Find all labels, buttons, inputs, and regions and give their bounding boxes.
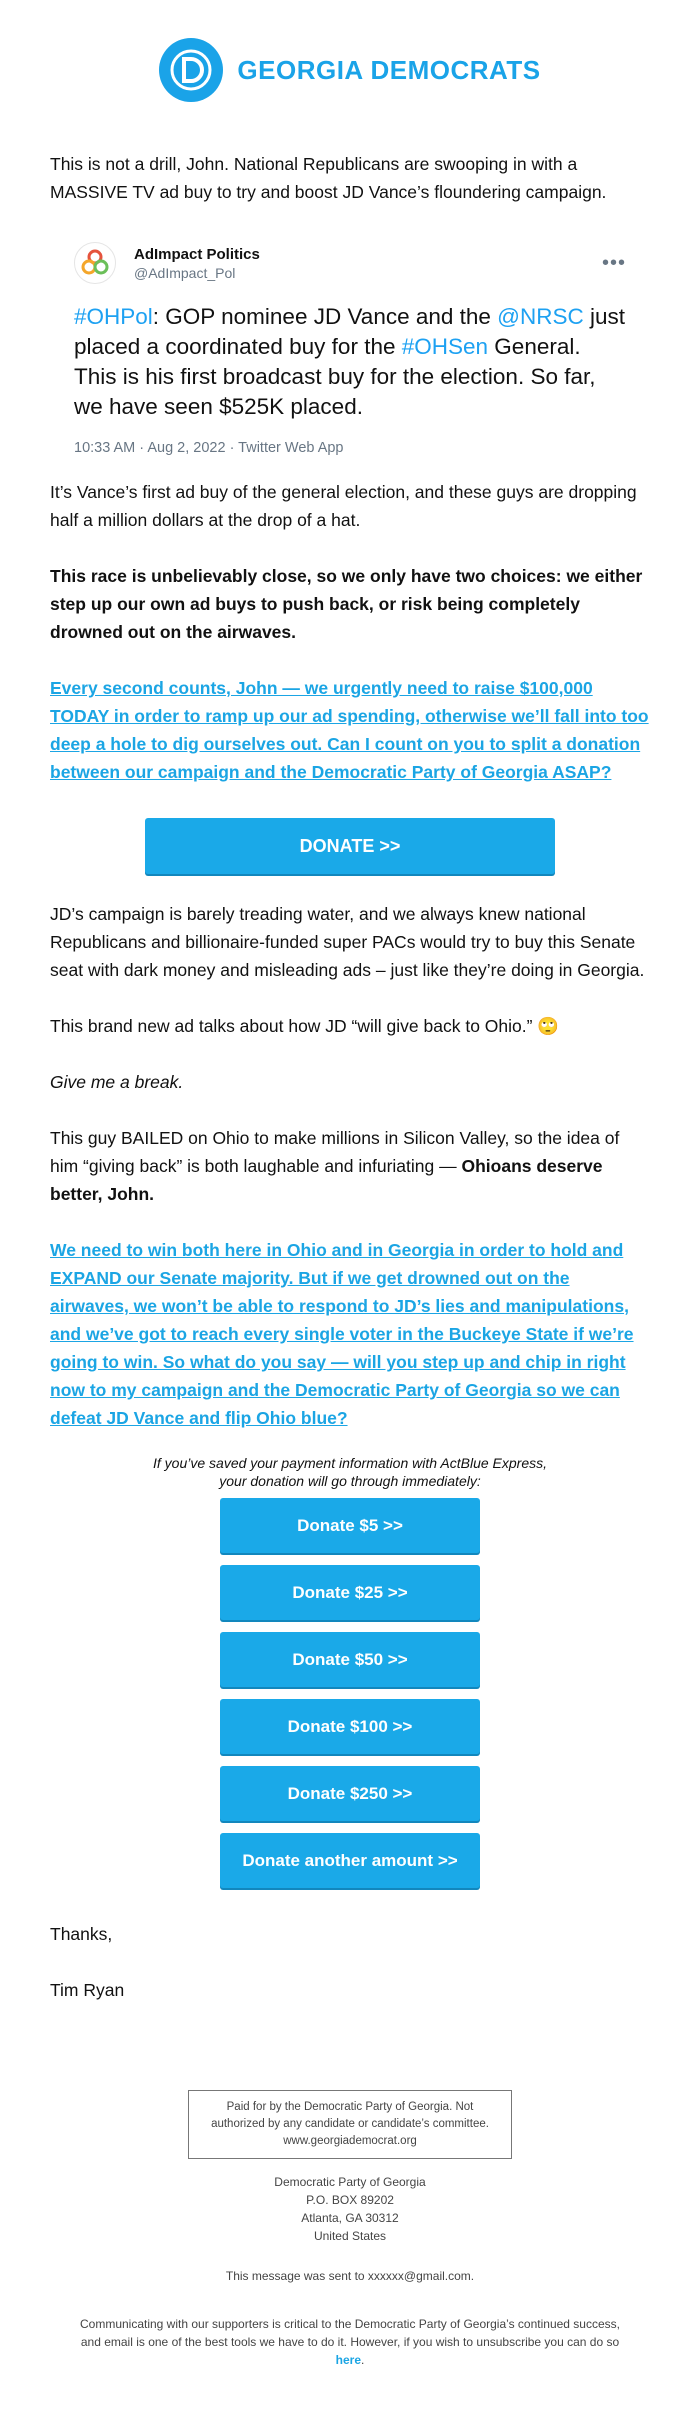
embedded-tweet[interactable] [64,236,636,456]
tweet-author-handle[interactable]: @AdImpact_Pol [134,264,236,281]
unsubscribe-notice [70,2315,630,2369]
address-line: P.O. BOX 89202 [306,2193,394,2207]
donate-25-button[interactable]: Donate $25 >> [220,1565,480,1620]
tweet-text-part: General. This is his first broadcast buy for the election. So far, we have seen $525K placed. [74,334,596,419]
paragraph-bailed-text: This guy BAILED on Ohio to make millions in Silicon Valley, so the idea of him “giving back” is both laughable and infuriating — [50,1128,620,1176]
hashtag-ohsen[interactable]: #OHSen [401,334,489,359]
paragraph-bailed-bold: Ohioans deserve better, John. [50,1156,603,1204]
paragraph-new-ad-text: This brand new ad talks about how JD “will give back to Ohio.” [50,1016,533,1036]
signature: Tim Ryan [50,1980,125,2000]
donate-other-amount-button[interactable]: Donate another amount >> [220,1833,480,1888]
donation-appeal-link-1[interactable]: Every second counts, John — we urgently need to raise $100,000 TODAY in order to ramp up our ad spending, otherwise we’ll fall into too deep a hole to dig ourselves out. Can I count on you to split a donation between our campaign and the Democratic Party of Georgia ASAP? [50,678,649,782]
paragraph-race-close: This race is unbelievably close, so we only have two choices: we either step up our own ad buys to push back, or risk being completely drowned out on the airwaves. [50,566,643,642]
democrats-logo-icon[interactable] [159,38,223,102]
actblue-express-note [50,1454,650,1490]
hashtag-ohpol[interactable]: #OHPol [74,304,153,329]
mention-nrsc[interactable]: @NRSC [497,304,584,329]
donate-button[interactable]: DONATE >> [145,818,555,874]
eye-roll-emoji-icon: 🙄 [537,1016,560,1036]
brand-name[interactable]: GEORGIA DEMOCRATS [237,54,541,85]
donation-amount-list [50,1498,650,1888]
tweet-text-part: : GOP nominee JD Vance and the [152,304,498,329]
address-line: Atlanta, GA 30312 [301,2211,399,2225]
header [0,0,700,140]
donate-button-wrap [50,818,650,874]
unsubscribe-link[interactable]: here [335,2353,361,2367]
adimpact-avatar-icon[interactable] [74,242,116,284]
footer-address [0,2173,700,2245]
donate-100-button[interactable]: Donate $100 >> [220,1699,480,1754]
donation-appeal-link-2[interactable]: We need to win both here in Ohio and in Georgia in order to hold and EXPAND our Senate majority. But if we get drowned out on the airwaves, we won’t be able to respond to JD’s lies and manipulations, and we’ve got to reach every single voter in the Buckeye State if we’re going to win. So what do you say — will you step up and chip in right now to my campaign and the Democratic Party of Georgia so we can defeat JD Vance and flip Ohio blue? [50,1240,634,1428]
tweet-author-name[interactable]: AdImpact Politics [134,245,260,263]
unsubscribe-text: Communicating with our supporters is critical to the Democratic Party of Georgia’s continued success, and email is one of the best tools we have to do it. However, if you wish to unsubscribe you can do so [79,2317,620,2349]
actblue-note-line-2: your donation will go through immediately: [219,1473,481,1489]
signoff: Thanks, [50,1924,113,1944]
tweet-text [74,302,626,422]
tweet-timestamp[interactable]: 10:33 AM · Aug 2, 2022 · Twitter Web App [74,440,344,456]
donate-50-button[interactable]: Donate $50 >> [220,1632,480,1687]
unsubscribe-end: . [361,2353,365,2367]
donate-250-button[interactable]: Donate $250 >> [220,1766,480,1821]
actblue-note-line-1: If you’ve saved your payment information with ActBlue Express, [153,1455,547,1471]
paid-for-by-disclaimer: Paid for by the Democratic Party of Georgia. Not authorized by any candidate or candidate’s committee. www.georgiademocrat.org [188,2090,512,2159]
paragraph-ad-buy: It’s Vance’s first ad buy of the general election, and these guys are dropping half a million dollars at the drop of a hat. [50,482,637,530]
intro-paragraph: This is not a drill, John. National Republicans are swooping in with a MASSIVE TV ad buy to try and boost JD Vance’s floundering campaign. [50,154,607,202]
tweet-header [74,242,626,284]
paragraph-treading-water: JD’s campaign is barely treading water, and we always knew national Republicans and billionaire-funded super PACs would try to buy this Senate seat with dark money and misleading ads – just like they’re doing in Georgia. [50,904,645,980]
donate-5-button[interactable]: Donate $5 >> [220,1498,480,1553]
address-line: Democratic Party of Georgia [274,2175,426,2189]
sent-to-notice: This message was sent to xxxxxx@gmail.com. [225,2269,475,2283]
paragraph-new-ad [50,1012,650,1040]
more-options-icon[interactable]: ••• [601,251,626,274]
address-line: United States [313,2229,387,2243]
paragraph-give-me-a-break: Give me a break. [50,1072,184,1092]
paragraph-bailed [50,1124,650,1208]
tweet-author[interactable] [134,246,260,281]
tweet-text-part: just placed a coordinated buy for the [74,304,626,359]
email-body [0,150,700,2004]
